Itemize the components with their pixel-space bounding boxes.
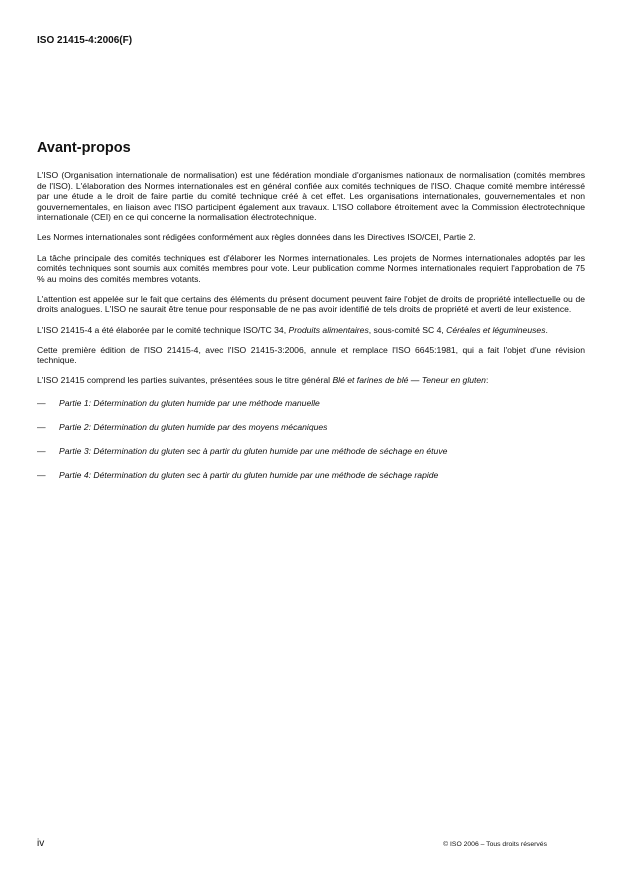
dash: — xyxy=(37,470,46,481)
part-title: Partie 3: Détermination du gluten sec à partir du gluten humide par une méthode de séchage en étuve xyxy=(59,446,448,457)
paragraph: L'ISO (Organisation internationale de normalisation) est une fédération mondiale d'organismes nationaux de normalisation (comités membres de l'ISO). L'élaboration des Normes internationales est en général confiée aux comités techniques de l'ISO. Chaque comité membre intéressé par une étude a le droit de faire partie du comité technique créé à cet effet. Les organisations internationales, gouvernementales et non gouvernementales, en liaison avec l'ISO participent également aux travaux. L'ISO collabore étroitement avec la Commission électrotechnique internationale (CEI) en ce qui concerne la normalisation électrotechnique. xyxy=(37,170,585,223)
parts-list xyxy=(37,398,585,481)
text: L'ISO 21415-4 a été élaborée par le comité technique ISO/TC 34, xyxy=(37,324,289,335)
document-id: ISO 21415-4:2006(F) xyxy=(37,35,133,46)
general-title: Blé et farines de blé — Teneur en gluten xyxy=(332,375,486,386)
paragraph: La tâche principale des comités techniques est d'élaborer les Normes internationales. Les projets de Normes internationales adoptés par les comités techniques sont soumis aux comités membres pour vote. Leur publication comme Normes internationales requiert l'approbation de 75 % au moins des comités membres votants. xyxy=(37,252,585,284)
list-item xyxy=(37,422,585,433)
paragraph: Cette première édition de l'ISO 21415-4, avec l'ISO 21415-3:2006, annule et remplace l'ISO 6645:1981, qui a fait l'objet d'une révision technique. xyxy=(37,344,585,366)
part-title: Partie 1: Détermination du gluten humide par une méthode manuelle xyxy=(59,397,320,408)
paragraph xyxy=(37,375,585,386)
dash: — xyxy=(37,446,46,457)
dash: — xyxy=(37,422,46,432)
paragraph xyxy=(37,325,585,336)
page-number: iv xyxy=(37,838,45,849)
text: , sous-comité SC 4, xyxy=(368,324,447,335)
text: L'ISO 21415 comprend les parties suivantes, présentées sous le titre général xyxy=(37,375,333,386)
text: . xyxy=(545,324,548,335)
committee-name: Produits alimentaires xyxy=(288,324,369,335)
paragraph: Les Normes internationales sont rédigées conformément aux règles données dans les Directives ISO/CEI, Partie 2. xyxy=(37,232,476,243)
dash: — xyxy=(37,397,46,408)
list-item xyxy=(37,446,585,457)
list-item xyxy=(37,398,585,409)
page-title: Avant-propos xyxy=(37,140,131,156)
list-item xyxy=(37,470,585,481)
document-body xyxy=(37,170,585,494)
subcommittee-name: Céréales et légumineuses xyxy=(446,324,546,335)
part-title: Partie 2: Détermination du gluten humide par des moyens mécaniques xyxy=(59,422,328,432)
text: : xyxy=(485,375,489,386)
part-title: Partie 4: Détermination du gluten sec à partir du gluten humide par une méthode de séchage rapide xyxy=(59,470,439,481)
paragraph: L'attention est appelée sur le fait que certains des éléments du présent document peuvent faire l'objet de droits de propriété intellectuelle ou de droits analogues. L'ISO ne saurait être tenue pour responsable de ne pas avoir identifié de tels droits de propriété et averti de leur existence. xyxy=(37,293,585,315)
copyright: © ISO 2006 – Tous droits réservés xyxy=(443,841,547,848)
